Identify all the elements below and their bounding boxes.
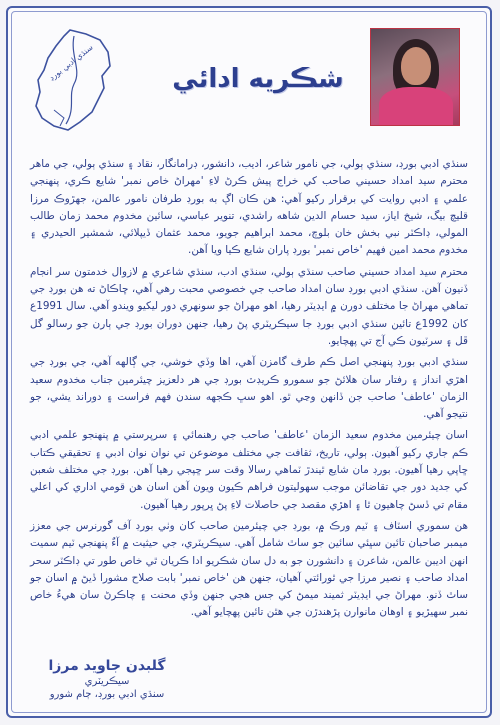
signature-title: سيڪريٽري bbox=[84, 676, 130, 687]
paragraph-1: سنڌي ادبي بورڊ، سنڌي ٻولي، جي نامور شاعر، اديب، دانشور، ڊرامانگار، نقاد ۽ سنڌي ٻولي، جي ماهر محترم سيد امداد حسيني صاحب کي خراج پيش ڪرڻ لاءِ 'مهراڻ خاص نمبر' شايع ڪري، پنهنجي علمي ۽ ادبي روايت کي برقرار رکيو آهي: هن ڪان اڳ به بورڊ طرفان نامور عالمن، جهڙوڪ مرزا قليچ بيگ، شيخ اياز، سيد حسام الدين شاهه راشدي، تنوير عباسي، سائين مخدوم محمد زمان طالب المولي، ڊاڪٽر نبي بخش خان بلوچ، محمد ابراهيم جويو، محمد عثمان ڏيپلائي، شمشير الحيدري ۽ مخدوم محمد امين فهيم 'خاص نمبر' بورڊ پاران شايع ڪيا ويا آهن. bbox=[30, 158, 468, 257]
paragraph-2: محترم سيد امداد حسيني صاحب سنڌي ٻولي، سنڌي ادب، سنڌي شاعري ۾ لازوال خدمتون سر انجام ڏنيون آهن. سنڌي ادبي بورڊ سان امداد صاحب جي خصوصي محبت رهي آهي، ڇاڪاڻ ته هن بورڊ جي تماهي مهراڻ جا مختلف دورن ۾ ايڊيٽر رهيا، اهو مهراڻ جو سونهري دور ليکيو ويندو آهي. سال 1991ع کان 1992ع تائين سنڌي ادبي بورڊ جا سيڪريٽري پڻ رهيا، جنهن دوران بورڊ جي ٻارن جو رسالو گل ڦل ۽ سرٽيون ڪي آج تي پهچايو. bbox=[30, 265, 468, 347]
paragraph-3: سنڌي ادبي بورڊ پنهنجي اصل ڪم طرف گامزن آهي، اها وڏي خوشي، جي ڳالهه آهي، جي بورڊ جي اهڙي انداز ۽ رفتار سان هلائڻ جو سمورو ڪريڊٽ بورڊ جي هر دلعزيز چيئرمين جناب مخدوم سعيد الزمان 'عاطف' صاحب جن ڏانهن وڃي ٿو. اهو سڀ ڪجهه سندن فهم فراست ۽ دوراند يشي، جو نتيجو آهي. bbox=[30, 356, 468, 421]
document-page bbox=[6, 6, 492, 718]
portrait-body bbox=[379, 87, 453, 126]
portrait-face bbox=[401, 47, 431, 85]
paragraph-5: هن سموري اسٽاف ۽ ٽيم ورڪ ۾، بورڊ جي چيئرمين صاحب کان وٺي بورڊ آف گورنرس جي معزز ميمبر صاحبان تائين سڀئي سائين جو ساٿ شامل آهي. سيڪريٽري، جي حيثيت ۾ آءٌ پنهنجي ٽيم سميت انهن اديبن عالمن، شاعرن ۽ دانشورن جو به دل سان شڪريو ادا ڪريان ٿي خاص طور تي ڊاڪٽر سحر امداد صاحب ۽ نصير مرزا جي ٿورائتي آهيان، جنهن هن 'خاص نمبر' بابت صلاح مشورا ڏيڻ ۾ اسان جو ساٿ ڏنو. مهراڻ جي ايڊيٽر ثميند ميمڻ کي جس هجي جنهن وڏي محنت ۽ چاڪرڻ سان هيءُ خاص نمبر سهيڙيو ۽ اوهان مانوارن پڙهندڙن جي هٿن تائين پهچايو آهي. bbox=[30, 519, 468, 619]
paragraph-4: اسان چيئرمين مخدوم سعيد الزمان 'عاطف' صاحب جي رهنمائي ۽ سرپرستي ۾ پنهنجو علمي ادبي ڪم جاري رکيو آهيون. ٻولي، تاريخ، ثقافت جي مختلف موضوعن تي نوان نوان ادبي ۽ تحقيقي ڪتاب ڇاپي رهيا آهيون. بورڊ مان شايع ٿيندڙ ٽماهي رسالا وقت سر ڇپجي رهيا آهن. بورڊ جي مختلف شعبن کي جديد دور جي تقاضائن موجب سهوليتون فراهم ڪيون ويون آهن اسان هن قومي اداري کي اعلي مقام تي ڏسڻ چاهيون ٿا ۽ اهڙي مقصد جي حاصلات لاءِ پڻ ڀرپور رهيا آهيون. bbox=[30, 429, 468, 511]
map-label: سنڌي ادبي بورڊ bbox=[47, 42, 95, 83]
signature-organization: سنڌي ادبي بورڊ، ڄام شورو bbox=[49, 689, 165, 700]
page-title: شڪريه ادائي bbox=[172, 64, 344, 94]
signature-name: گلبدن جاويد مرزا bbox=[48, 658, 166, 674]
signature-block bbox=[32, 658, 182, 700]
body-text bbox=[30, 156, 468, 626]
portrait-photo bbox=[370, 28, 460, 126]
